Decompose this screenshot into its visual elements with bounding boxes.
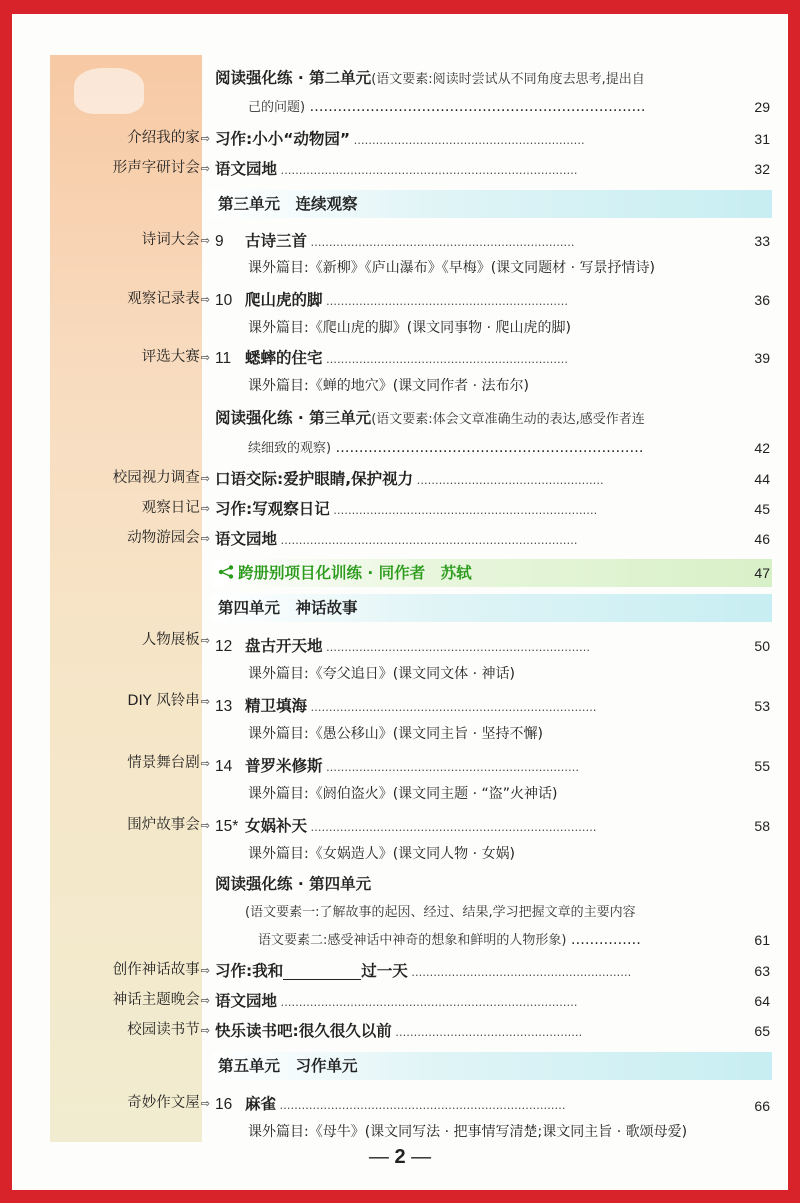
nav-item-myth-party[interactable]: 神话主题晚会⇨ bbox=[112, 992, 210, 1008]
toc-reading-unit2[interactable]: 阅读强化练 · 第二单元(语文要素:阅读时尝试从不同角度去思考,提出自 bbox=[215, 69, 645, 87]
toc-reading-unit3[interactable]: 阅读强化练 · 第三单元(语文要素:体会文章准确生动的表达,感受作者连 bbox=[215, 409, 645, 427]
nav-item-story-circle[interactable]: 围炉故事会⇨ bbox=[127, 817, 210, 833]
dot-leader: ……………………………………………………………… bbox=[329, 504, 598, 517]
page-number: 45 bbox=[754, 501, 770, 517]
page-number: 39 bbox=[754, 350, 770, 366]
dot-leader: …………………………………………………………………… bbox=[307, 701, 597, 714]
toc-lesson-9[interactable]: 9 古诗三首 ……………………………………………………………… bbox=[215, 232, 575, 250]
nav-item-writing-house[interactable]: 奇妙作文屋⇨ bbox=[127, 1095, 210, 1111]
page-number: 33 bbox=[754, 233, 770, 249]
page-number: 36 bbox=[754, 292, 770, 308]
page-footer: — 2 — bbox=[368, 1146, 432, 1168]
nav-item-stage-play[interactable]: 情景舞台剧⇨ bbox=[127, 755, 210, 771]
arrow-right-icon: ⇨ bbox=[200, 502, 210, 515]
toc-lesson-9-extra: 课外篇目:《新柳》《庐山瀑布》《早梅》(课文同题材 · 写景抒情诗) bbox=[248, 260, 655, 276]
arrow-right-icon: ⇨ bbox=[200, 293, 210, 306]
page-number: 44 bbox=[754, 471, 770, 487]
toc-lesson-14-extra: 课外篇目:《阏伯盗火》(课文同主题 · “盗”火神话) bbox=[248, 786, 558, 802]
toc-reading-unit4-note1: (语文要素一:了解故事的起因、经过、结果,学习把握文章的主要内容 bbox=[245, 905, 636, 920]
toc-reading-unit4-note2: 语文要素二:感受神话中神奇的想象和鲜明的人物形象) …………… bbox=[258, 932, 641, 948]
arrow-right-icon: ⇨ bbox=[200, 1097, 210, 1110]
page-number: 66 bbox=[754, 1098, 770, 1114]
nav-item-xingsheng[interactable]: 形声字研讨会⇨ bbox=[112, 160, 210, 176]
toc-lesson-12-extra: 课外篇目:《夸父追日》(课文同文体 · 神话) bbox=[248, 666, 515, 682]
dot-leader: ……………………………………………………………………… bbox=[277, 996, 578, 1009]
page-number: 55 bbox=[754, 758, 770, 774]
toc-lesson-12[interactable]: 12 盘古开天地 ……………………………………………………………… bbox=[215, 637, 591, 655]
page-number: 58 bbox=[754, 818, 770, 834]
dot-leader: …………………………………………………… bbox=[407, 966, 632, 979]
page-number: 61 bbox=[754, 932, 770, 948]
nav-item-intro-home[interactable]: 介绍我的家⇨ bbox=[127, 130, 210, 146]
toc-lesson-15[interactable]: 15* 女娲补天 …………………………………………………………………… bbox=[215, 817, 597, 835]
toc-lesson-10[interactable]: 10 爬山虎的脚 ………………………………………………………… bbox=[215, 291, 569, 309]
dot-leader: ………………………………………………………… bbox=[331, 440, 644, 456]
toc-lesson-13-extra: 课外篇目:《愚公移山》(课文同主旨 · 坚持不懈) bbox=[248, 726, 543, 742]
toc-oral-communication[interactable]: 口语交际:爱护眼睛,保护视力 …………………………………………… bbox=[215, 470, 604, 488]
arrow-right-icon: ⇨ bbox=[200, 472, 210, 485]
toc-xizuo-day[interactable]: 习作:我和 过一天 …………………………………………………… bbox=[215, 962, 632, 980]
arrow-right-icon: ⇨ bbox=[200, 162, 210, 175]
nav-item-myth-writing[interactable]: 创作神话故事⇨ bbox=[112, 962, 210, 978]
cross-project-header[interactable]: 跨册别项目化训练 · 同作者 苏轼 47 bbox=[212, 559, 772, 587]
dot-leader: …………… bbox=[566, 932, 641, 948]
unit-3-header[interactable]: 第三单元 连续观察 bbox=[212, 190, 772, 218]
page-number: 32 bbox=[754, 161, 770, 177]
arrow-right-icon: ⇨ bbox=[200, 634, 210, 647]
dot-leader: ……………………………………………………………… bbox=[307, 236, 575, 249]
dot-leader: ……………………………………………………………… bbox=[305, 99, 646, 115]
page-number: 64 bbox=[754, 993, 770, 1009]
sidebar-decoration bbox=[74, 68, 144, 114]
page-number: 47 bbox=[754, 565, 770, 581]
nav-item-observe-table[interactable]: 观察记录表⇨ bbox=[127, 291, 210, 307]
unit-4-header[interactable]: 第四单元 神话故事 bbox=[212, 594, 772, 622]
arrow-right-icon: ⇨ bbox=[200, 695, 210, 708]
toc-xizuo-diary[interactable]: 习作:写观察日记 ……………………………………………………………… bbox=[215, 500, 598, 518]
page-number: 46 bbox=[754, 531, 770, 547]
nav-item-character-board[interactable]: 人物展板⇨ bbox=[141, 632, 210, 648]
fill-blank bbox=[283, 963, 361, 980]
toc-reading-unit3-note: 续细致的观察) ………………………………………………………… bbox=[248, 440, 644, 456]
toc-lesson-10-extra: 课外篇目:《爬山虎的脚》(课文同事物 · 爬山虎的脚) bbox=[248, 320, 571, 336]
arrow-right-icon: ⇨ bbox=[200, 964, 210, 977]
toc-lesson-14[interactable]: 14 普罗米修斯 …………………………………………………………… bbox=[215, 757, 580, 775]
toc-lesson-15-extra: 课外篇目:《女娲造人》(课文同人物 · 女娲) bbox=[248, 846, 515, 862]
dot-leader: ……………………………………………………………………… bbox=[277, 164, 578, 177]
dot-leader: ……………………………………………………………… bbox=[322, 641, 591, 654]
page-number: 65 bbox=[754, 1023, 770, 1039]
toc-lesson-11[interactable]: 11 蟋蟀的住宅 ………………………………………………………… bbox=[215, 349, 569, 367]
nav-item-zoo-party[interactable]: 动物游园会⇨ bbox=[127, 530, 210, 546]
toc-yuwen-yuandi-1[interactable]: 语文园地 ……………………………………………………………………… bbox=[215, 160, 578, 178]
nav-item-observe-diary[interactable]: 观察日记⇨ bbox=[141, 500, 210, 516]
toc-lesson-16[interactable]: 16 麻雀 …………………………………………………………………… bbox=[215, 1095, 566, 1113]
dot-leader: ………………………………………………………… bbox=[322, 295, 569, 308]
share-icon bbox=[218, 559, 238, 587]
toc-lesson-13[interactable]: 13 精卫填海 …………………………………………………………………… bbox=[215, 697, 597, 715]
toc-reading-unit2-note: 己的问题) ……………………………………………………………… bbox=[248, 99, 646, 115]
arrow-right-icon: ⇨ bbox=[200, 351, 210, 364]
unit-5-header[interactable]: 第五单元 习作单元 bbox=[212, 1052, 772, 1080]
arrow-right-icon: ⇨ bbox=[200, 994, 210, 1007]
toc-happy-reading[interactable]: 快乐读书吧:很久很久以前 …………………………………………… bbox=[215, 1022, 583, 1040]
arrow-right-icon: ⇨ bbox=[200, 532, 210, 545]
dot-leader: …………………………………………… bbox=[391, 1026, 583, 1039]
footer-page-number: 2 bbox=[394, 1146, 406, 1168]
toc-reading-unit4[interactable]: 阅读强化练 · 第四单元 bbox=[215, 875, 372, 893]
dot-leader: …………………………………………………………………… bbox=[276, 1099, 566, 1112]
dot-leader: ………………………………………………………… bbox=[322, 353, 569, 366]
page-number: 42 bbox=[754, 440, 770, 456]
arrow-right-icon: ⇨ bbox=[200, 234, 210, 247]
dot-leader: …………………………………………………………… bbox=[322, 761, 580, 774]
nav-item-contest[interactable]: 评选大赛⇨ bbox=[141, 349, 210, 365]
dot-leader: …………………………………………………………………… bbox=[307, 821, 597, 834]
arrow-right-icon: ⇨ bbox=[200, 1024, 210, 1037]
nav-item-vision-survey[interactable]: 校园视力调查⇨ bbox=[112, 470, 210, 486]
toc-lesson-11-extra: 课外篇目:《蝉的地穴》(课文同作者 · 法布尔) bbox=[248, 378, 529, 394]
dot-leader: ……………………………………………………… bbox=[350, 134, 585, 147]
dot-leader: …………………………………………… bbox=[413, 474, 604, 487]
page-number: 53 bbox=[754, 698, 770, 714]
toc-yuwen-yuandi-3[interactable]: 语文园地 ……………………………………………………………………… bbox=[215, 992, 578, 1010]
toc-lesson-16-extra: 课外篇目:《母牛》(课文同写法 · 把事情写清楚;课文同主旨 · 歌颂母爱) bbox=[248, 1124, 688, 1140]
arrow-right-icon: ⇨ bbox=[200, 819, 210, 832]
toc-xizuo-zoo[interactable]: 习作:小小“动物园” ……………………………………………………… bbox=[215, 130, 585, 148]
toc-yuwen-yuandi-2[interactable]: 语文园地 ……………………………………………………………………… bbox=[215, 530, 578, 548]
nav-item-diy-windchime[interactable]: DIY 风铃串⇨ bbox=[127, 693, 210, 709]
page-number: 29 bbox=[754, 99, 770, 115]
nav-item-poetry[interactable]: 诗词大会⇨ bbox=[141, 232, 210, 248]
nav-item-reading-festival[interactable]: 校园读书节⇨ bbox=[127, 1022, 210, 1038]
page-number: 31 bbox=[754, 131, 770, 147]
page-number: 63 bbox=[754, 963, 770, 979]
arrow-right-icon: ⇨ bbox=[200, 132, 210, 145]
arrow-right-icon: ⇨ bbox=[200, 757, 210, 770]
page-number: 50 bbox=[754, 638, 770, 654]
dot-leader: ……………………………………………………………………… bbox=[277, 534, 578, 547]
